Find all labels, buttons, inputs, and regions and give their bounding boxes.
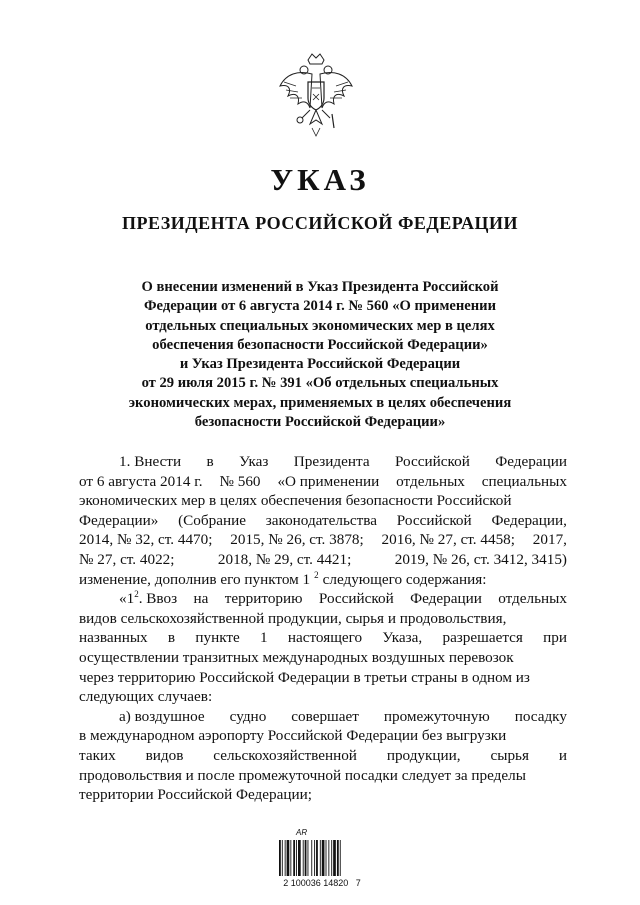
paragraph-3-line: территории Российской Федерации; — [79, 786, 312, 804]
decree-heading — [110, 278, 530, 432]
page-mark: AR — [296, 828, 308, 837]
paragraph-1-line: № 27, ст. 4022; 2018, № 29, ст. 4421; 2019, № 26, ст. 3412, 3415) — [79, 550, 567, 568]
paragraph-1-line: Федерации» (Собрание законодательства Российской Федерации, — [79, 511, 567, 529]
paragraph-1-line: 2014, № 32, ст. 4470; 2015, № 26, ст. 3878; 2016, № 27, ст. 4458; 2017, — [79, 531, 567, 549]
paragraph-1-line: 1. Внести в Указ Президента Российской Федерации — [119, 453, 567, 470]
paragraph-1-line: экономических мер в целях обеспечения безопасности Российской — [79, 492, 512, 510]
decree-body — [79, 452, 567, 805]
paragraph-2-line: названных в пункте 1 настоящего Указа, разрешается при — [79, 629, 567, 647]
heading-line: Федерации от 6 августа 2014 г. № 560 «О применении — [144, 298, 496, 315]
coat-of-arms-icon — [276, 52, 356, 138]
paragraph-3-line: таких видов сельскохозяйственной продукции, сырья и — [79, 746, 567, 764]
paragraph-3-line: в международном аэропорту Российской Федерации без выгрузки — [79, 727, 507, 745]
paragraph-2-line: осуществлении транзитных международных воздушных перевозок — [79, 648, 514, 666]
heading-line: экономических мерах, применяемых в целях обеспечения — [128, 394, 512, 411]
barcode-number: 2 100036 14820 7 — [283, 878, 361, 888]
heading-line: и Указ Президента Российской Федерации — [179, 356, 461, 373]
paragraph-1-line: от 6 августа 2014 г. № 560 «О применении отдельных специальных — [79, 472, 567, 490]
paragraph-3-line: продовольствия и после промежуточной посадки следует за пределы — [79, 766, 526, 784]
heading-line: от 29 июля 2015 г. № 391 «Об отдельных специальных — [141, 375, 499, 392]
heading-line: обеспечения безопасности Российской Федерации» — [152, 336, 488, 353]
heading-line: безопасности Российской Федерации» — [194, 414, 446, 431]
paragraph-3-line: а) воздушное судно совершает промежуточную посадку — [119, 707, 567, 725]
paragraph-2-line: через территорию Российской Федерации в третьи страны в одном из — [79, 668, 530, 686]
heading-line: О внесении изменений в Указ Президента Российской — [141, 279, 499, 295]
document-title: УКАЗ — [270, 162, 370, 197]
paragraph-2-line: «$1^2$. Ввоз на территорию Российской Федерации отдельных — [119, 589, 567, 608]
paragraph-2-line: следующих случаев: — [79, 688, 213, 706]
paragraph-1-line: изменение, дополнив его пунктом 1 $^2$ следующего содержания: — [79, 569, 487, 588]
document-subtitle: ПРЕЗИДЕНТА РОССИЙСКОЙ ФЕДЕРАЦИИ — [122, 213, 518, 233]
paragraph-2-line: видов сельскохозяйственной продукции, сырья и продовольствия, — [79, 609, 507, 627]
barcode — [279, 840, 365, 876]
heading-line: отдельных специальных экономических мер в целях — [145, 317, 495, 334]
